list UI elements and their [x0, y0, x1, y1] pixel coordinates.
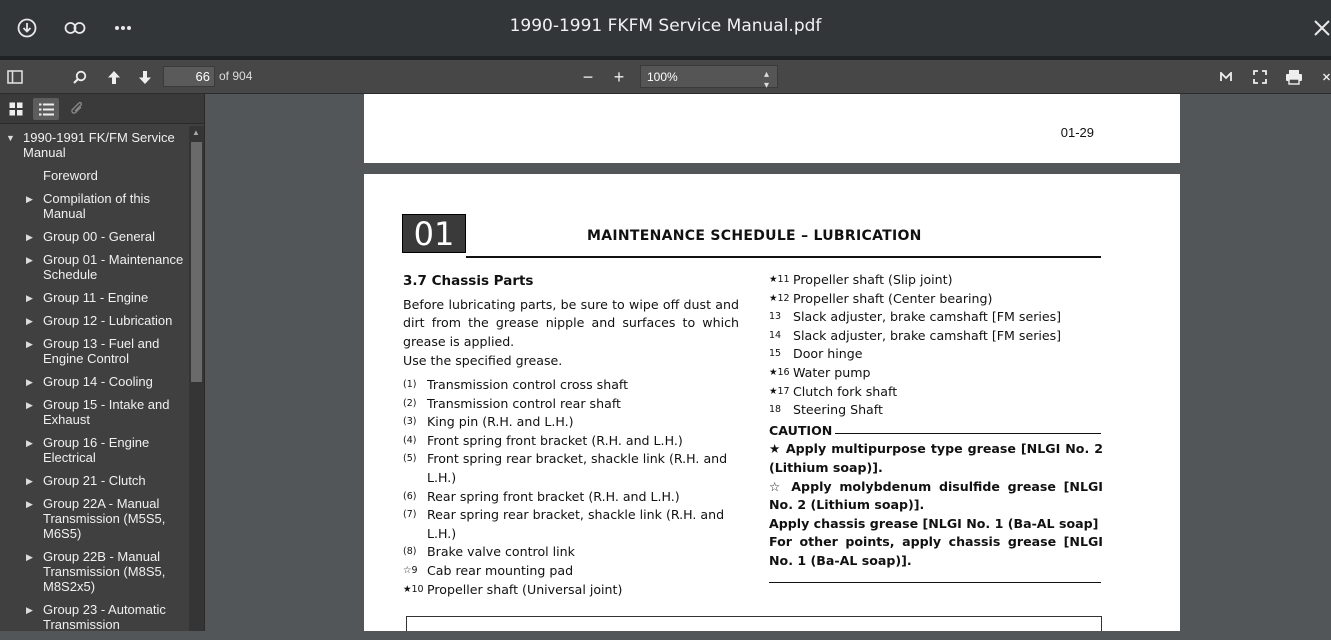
- item-text: Propeller shaft (Slip joint): [793, 272, 953, 287]
- item-number: (3): [403, 416, 417, 428]
- chevron-right-icon[interactable]: ▶: [26, 476, 33, 486]
- pdf-page: [364, 94, 1180, 163]
- item-number: ★10: [403, 583, 424, 595]
- fullscreen-icon[interactable]: [1250, 65, 1270, 89]
- outline-icon[interactable]: [33, 98, 59, 120]
- item-text: Rear spring rear bracket, shackle link (R.H. and L.H.): [427, 507, 725, 541]
- outline-item[interactable]: [0, 313, 188, 336]
- outline-item-label: Group 01 - Maintenance Schedule: [43, 252, 184, 282]
- list-item: [403, 488, 739, 507]
- intro-paragraph: Before lubricating parts, be sure to wipe off dust and dirt from the grease nipple and surfaces to which grease is applied.: [403, 296, 739, 349]
- list-item: [403, 506, 739, 543]
- list-item: [403, 413, 739, 432]
- chevron-right-icon[interactable]: ▶: [26, 255, 33, 265]
- chevron-right-icon[interactable]: ▶: [26, 339, 33, 349]
- chevron-right-icon[interactable]: ▶: [26, 194, 33, 204]
- item-text: Slack adjuster, brake camshaft [FM series]: [793, 327, 1062, 343]
- item-number: (6): [403, 490, 417, 502]
- item-text: King pin (R.H. and L.H.): [427, 414, 574, 430]
- list-item: [769, 271, 1103, 290]
- outline-item-label: Group 22B - Manual Transmission (M8S5, M8S2x5): [43, 549, 166, 594]
- pdf-toolbar: [0, 60, 1331, 94]
- outline-item-label: Compilation of this Manual: [43, 191, 150, 221]
- item-text: Cab rear mounting pad: [427, 562, 574, 578]
- item-text: Slack adjuster, brake camshaft [FM series]: [793, 309, 1062, 325]
- item-number: ★12: [769, 292, 790, 304]
- item-number: (4): [403, 434, 417, 446]
- page-total: of 904: [219, 69, 253, 83]
- chevron-right-icon[interactable]: ▶: [26, 316, 33, 326]
- chevron-right-icon[interactable]: ▶: [26, 552, 33, 562]
- outline-item[interactable]: [0, 229, 188, 252]
- caution-text: ★ Apply multipurpose type grease [NLGI No. 2 (Lithium soap)].: [769, 441, 1103, 475]
- list-item: [403, 581, 739, 600]
- outline-item[interactable]: [0, 435, 188, 473]
- chevron-right-icon[interactable]: ▶: [26, 438, 33, 448]
- page-number-label: 01-29: [1060, 125, 1094, 140]
- outline-item-label: Foreword: [43, 168, 98, 183]
- item-text: Door hinge: [793, 346, 863, 362]
- list-item: [403, 543, 739, 562]
- caution-text: ☆ Apply molybdenum disulfide grease [NLGI No. 2 (Lithium soap)].: [769, 478, 1103, 513]
- chevron-right-icon[interactable]: ▶: [26, 400, 33, 410]
- list-item: [403, 395, 739, 414]
- heading-rule: [466, 256, 1101, 258]
- list-item: [403, 376, 739, 395]
- chevron-updown-icon: ▴ ▾: [763, 69, 769, 91]
- item-number: 18: [769, 404, 782, 416]
- sidebar-scrollbar[interactable]: [189, 126, 204, 631]
- item-text: Clutch fork shaft: [793, 383, 898, 399]
- outline-item[interactable]: [0, 191, 188, 229]
- item-text: Transmission control cross shaft: [427, 376, 629, 392]
- page-number-input[interactable]: [163, 66, 215, 87]
- diagram-frame: [406, 616, 1102, 631]
- item-number: (2): [403, 397, 417, 409]
- item-text: Water pump: [793, 364, 871, 380]
- item-number: ★17: [769, 385, 790, 397]
- document-title: 1990-1991 FKFM Service Manual.pdf: [509, 16, 822, 36]
- list-item: [769, 383, 1103, 402]
- outline-item[interactable]: [0, 290, 188, 313]
- zoom-select[interactable]: [640, 65, 778, 91]
- outline-item[interactable]: [0, 549, 188, 602]
- outline-item-label: Group 16 - Engine Electrical: [43, 435, 150, 465]
- sidebar-toggle-icon[interactable]: [4, 65, 26, 89]
- right-column: [769, 271, 1103, 571]
- search-icon[interactable]: [70, 65, 90, 89]
- list-item: [769, 364, 1103, 383]
- item-text: Rear spring front bracket (R.H. and L.H.): [427, 488, 680, 504]
- section-badge: 01: [402, 214, 466, 253]
- item-number: ★16: [769, 366, 790, 378]
- list-item: [403, 432, 739, 451]
- sidebar-tabs: [0, 94, 204, 124]
- zoom-in-button[interactable]: +: [613, 66, 625, 87]
- left-column: [403, 272, 739, 599]
- outline-item-label: Group 12 - Lubrication: [43, 313, 173, 328]
- item-text: Brake valve control link: [427, 544, 575, 560]
- list-item: [769, 345, 1103, 364]
- item-number: 13: [769, 311, 782, 323]
- list-item: [769, 327, 1103, 346]
- sidebar: [0, 94, 205, 631]
- list-item: [769, 401, 1103, 420]
- page-heading: MAINTENANCE SCHEDULE – LUBRICATION: [587, 228, 922, 244]
- list-item: [403, 450, 739, 487]
- caution-rule: [835, 433, 1101, 434]
- section-title: 3.7 Chassis Parts: [403, 273, 534, 289]
- outline-item-label: Group 23 - Automatic Transmission: [43, 602, 166, 632]
- chevron-right-icon[interactable]: ▶: [26, 605, 33, 615]
- document-outline: [0, 130, 188, 640]
- down-arrow-icon[interactable]: [135, 65, 155, 89]
- outline-item[interactable]: [0, 397, 188, 435]
- tools-icon[interactable]: [1322, 65, 1331, 89]
- chevron-right-icon[interactable]: ▶: [26, 499, 33, 509]
- pdf-page: [364, 174, 1180, 631]
- outline-item-label: Group 00 - General: [43, 229, 156, 244]
- caution-text: For other points, apply chassis grease [NLGI No. 1 (Ba-AL soap)].: [769, 534, 1103, 568]
- item-number: ★11: [769, 274, 790, 285]
- list-item: [403, 562, 739, 581]
- attachments-icon[interactable]: [64, 98, 90, 120]
- outline-item-label: Group 14 - Cooling: [43, 374, 153, 389]
- document-viewer[interactable]: [206, 94, 1331, 631]
- intro-paragraph: Use the specified grease.: [403, 353, 563, 369]
- item-text: Transmission control rear shaft: [427, 395, 621, 411]
- item-text: Propeller shaft (Universal joint): [427, 581, 623, 597]
- item-number: (1): [403, 378, 417, 390]
- outline-item[interactable]: [0, 252, 188, 290]
- outline-item-label: Group 11 - Engine: [43, 290, 149, 305]
- title-bar: [0, 0, 1331, 56]
- thumbnails-icon[interactable]: [3, 98, 29, 120]
- item-text: Front spring front bracket (R.H. and L.H.): [427, 432, 683, 448]
- scroll-up-icon[interactable]: ▲: [192, 128, 200, 137]
- item-number: (5): [403, 453, 417, 465]
- chevron-right-icon[interactable]: ▶: [26, 293, 33, 303]
- presentation-icon[interactable]: [1216, 65, 1236, 89]
- outline-root-label: 1990-1991 FK/FM Service Manual: [23, 130, 175, 160]
- item-number: (8): [403, 546, 417, 558]
- item-number: 15: [769, 348, 782, 360]
- outline-item[interactable]: [0, 496, 188, 549]
- item-text: Front spring rear bracket, shackle link (R.H. and L.H.): [427, 451, 728, 485]
- scroll-thumb[interactable]: [191, 142, 202, 382]
- outline-item[interactable]: [0, 168, 188, 191]
- caution-heading: CAUTION: [769, 422, 833, 438]
- item-number: 14: [769, 329, 782, 341]
- chevron-down-icon[interactable]: ▼: [6, 133, 15, 143]
- outline-item[interactable]: [0, 336, 188, 374]
- caution-text: Apply chassis grease [NLGI No. 1 (Ba-AL soap]: [769, 515, 1099, 531]
- outline-item[interactable]: [0, 374, 188, 397]
- outline-item-label: Group 15 - Intake and Exhaust: [43, 397, 170, 427]
- caution-end-rule: [769, 582, 1101, 583]
- outline-root[interactable]: [0, 130, 188, 168]
- up-arrow-icon[interactable]: [104, 65, 124, 89]
- outline-item-label: Group 21 - Clutch: [43, 473, 146, 488]
- chevron-right-icon[interactable]: ▶: [26, 377, 33, 387]
- list-item: [769, 308, 1103, 327]
- print-icon[interactable]: [1283, 65, 1305, 89]
- outline-item-label: Group 13 - Fuel and Engine Control: [43, 336, 160, 366]
- item-number: (7): [403, 509, 417, 521]
- close-icon[interactable]: [1308, 14, 1331, 42]
- chevron-right-icon[interactable]: ▶: [26, 232, 33, 242]
- outline-item[interactable]: [0, 473, 188, 496]
- item-text: Steering Shaft: [793, 402, 883, 418]
- outline-item-label: Group 22A - Manual Transmission (M5S5, M6S5): [43, 496, 166, 541]
- zoom-out-button[interactable]: −: [582, 66, 594, 87]
- item-text: Propeller shaft (Center bearing): [793, 290, 993, 306]
- item-number: ☆9: [403, 564, 418, 576]
- list-item: [769, 290, 1103, 309]
- zoom-value: 100%: [647, 70, 678, 84]
- outline-item[interactable]: [0, 602, 188, 640]
